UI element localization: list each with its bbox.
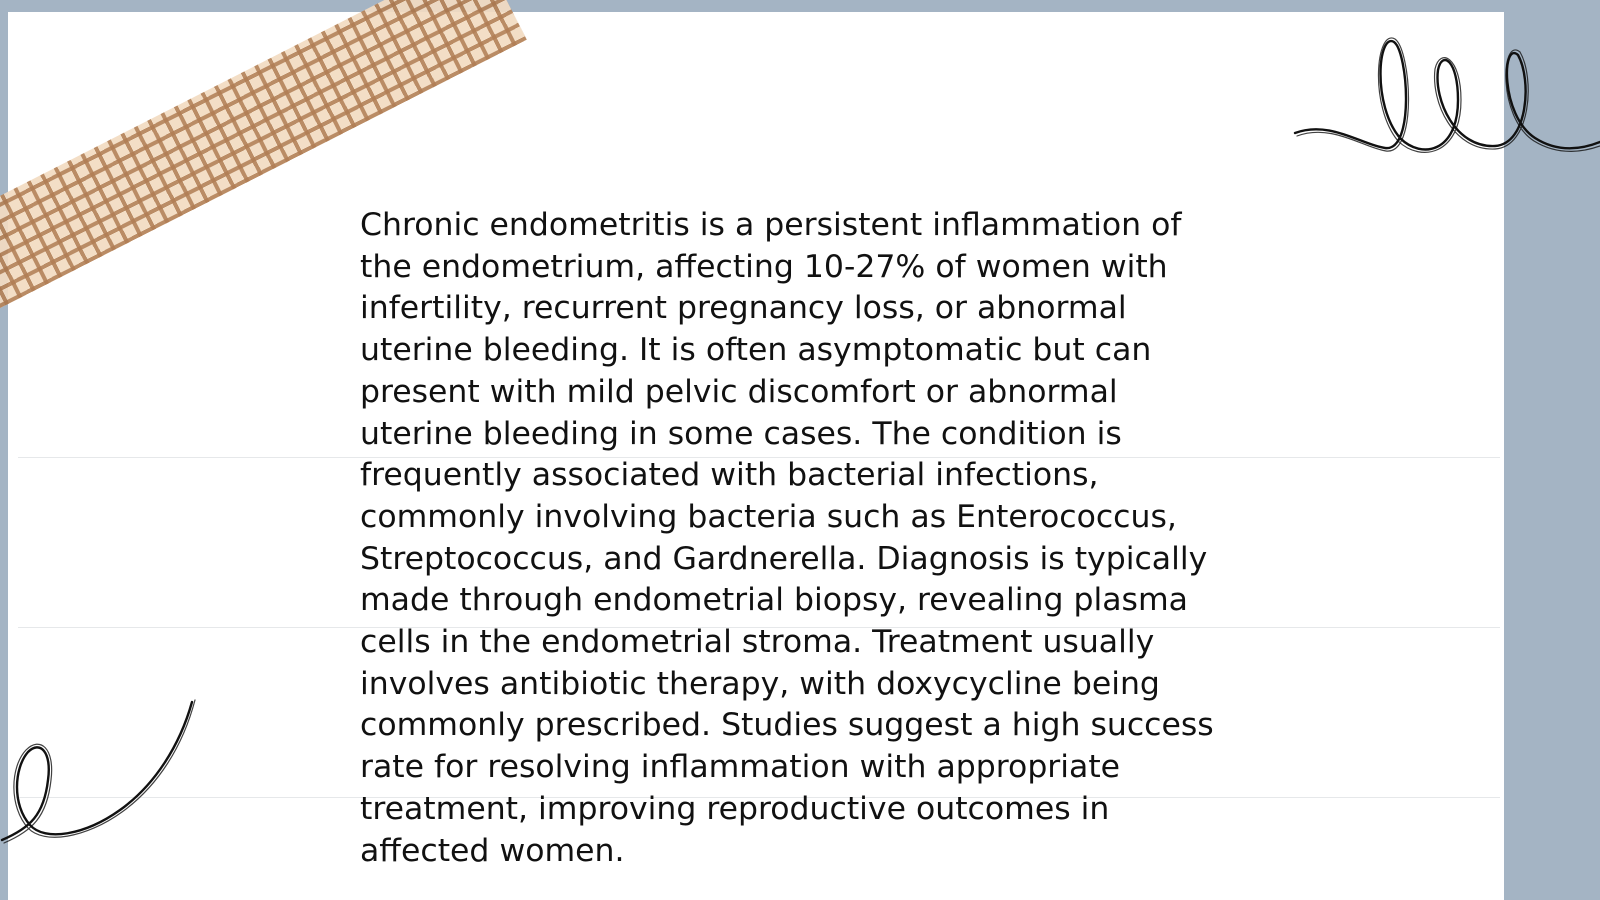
loop-squiggle-doodle-icon (1290, 30, 1600, 170)
checkmark-loop-doodle-icon (0, 690, 200, 850)
body-paragraph: Chronic endometritis is a persistent inflammation of the endometrium, affecting 10-27% of women with infertility, recurrent pregnancy loss, or abnormal uterine bleeding. It is often asymptomatic but can present with mild pelvic discomfort or abnormal uterine bleeding in some cases. The condition is frequently associated with bacterial infections, commonly involving bacteria such as Enterococcus, Streptococcus, and Gardnerella. Diagnosis is typically made through endometrial biopsy, revealing plasma cells in the endometrial stroma. Treatment usually involves antibiotic therapy, with doxycycline being commonly prescribed. Studies suggest a high success rate for resolving inflammation with appropriate treatment, improving reproductive outcomes in affected women. (360, 207, 1214, 869)
